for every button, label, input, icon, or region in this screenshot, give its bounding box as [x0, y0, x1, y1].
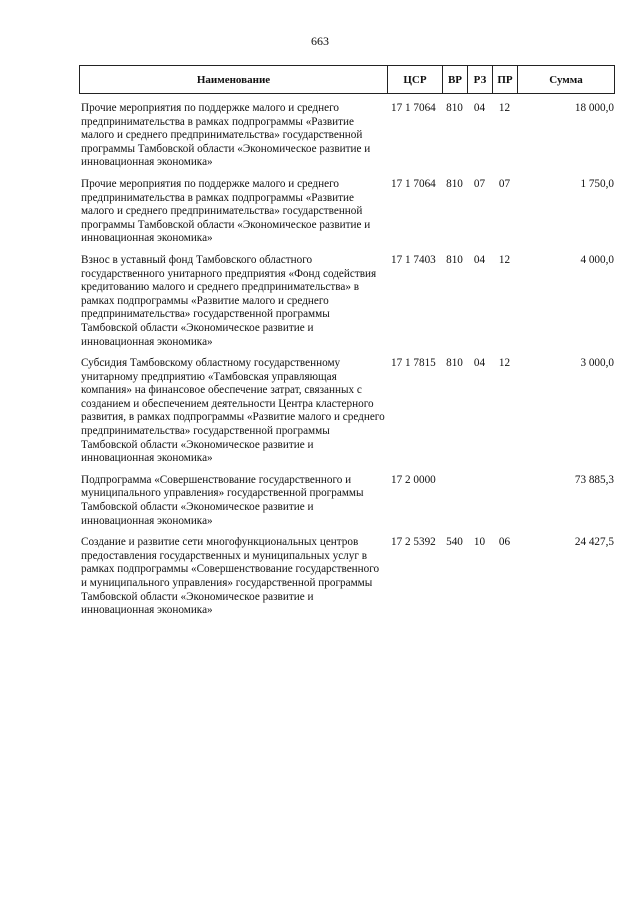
row-rz: 04 — [473, 357, 486, 370]
row-name: Прочие мероприятия по поддержке малого и среднего предпринимательства в рамках подпрограммы «Развитие малого и среднего предпринимательства» государственной программы Тамбовской области «Экономическое развитие и инновационная экономика» — [81, 102, 371, 169]
row-csr: 17 1 7403 — [391, 253, 436, 266]
row-vr: 540 — [446, 536, 463, 549]
row-rz: 10 — [473, 536, 486, 549]
table-row — [79, 357, 615, 466]
row-name: Субсидия Тамбовскому областному государственному унитарному предприятию «Тамбовская управляющая компания» на финансовое обеспечение затрат, связанных с созданием и обеспечением деятельности Центра кластерного развития, в рамках подпрограммы «Развитие малого и среднего предпринимательства» государственной программы Тамбовской области «Экономическое развитие и инновационная экономика» — [81, 357, 385, 465]
header-sum: Сумма — [517, 66, 615, 93]
row-sum: 18 000,0 — [574, 102, 614, 114]
budget-table — [79, 65, 615, 618]
row-sum: 24 427,5 — [574, 536, 614, 549]
row-vr: 810 — [446, 102, 463, 114]
row-pr: 06 — [498, 536, 511, 549]
header-vr: ВР — [442, 66, 467, 93]
row-rz: 04 — [473, 253, 486, 266]
table-row — [79, 474, 615, 528]
row-rz: 04 — [473, 102, 486, 114]
row-rz: 07 — [473, 177, 486, 190]
row-name: Создание и развитие сети многофункциональных центров предоставления государственных и муниципальных услуг в рамках подпрограммы «Совершенствование государственного и муниципального управления» государственной программы Тамбовской области «Экономическое развитие и инновационная экономика» — [81, 536, 380, 617]
row-sum: 73 885,3 — [574, 473, 614, 486]
table-row — [79, 102, 615, 170]
row-csr: 17 2 5392 — [391, 536, 436, 549]
header-pr: ПР — [492, 66, 517, 93]
row-sum: 3 000,0 — [580, 357, 614, 370]
row-csr: 17 1 7064 — [391, 102, 436, 114]
row-csr: 17 1 7064 — [391, 177, 436, 190]
page-number: 663 — [311, 34, 329, 48]
row-sum: 1 750,0 — [580, 177, 614, 190]
header-csr: ЦСР — [387, 66, 442, 93]
row-rz — [467, 474, 492, 528]
row-sum: 4 000,0 — [580, 253, 614, 266]
row-pr: 07 — [498, 177, 511, 190]
table-row — [79, 178, 615, 246]
row-vr: 810 — [446, 177, 463, 190]
table-row — [79, 536, 615, 618]
row-csr: 17 2 0000 — [391, 473, 436, 486]
row-vr: 810 — [446, 357, 463, 370]
header-name: Наименование — [79, 66, 387, 93]
row-pr: 12 — [498, 102, 511, 114]
row-name: Прочие мероприятия по поддержке малого и среднего предпринимательства в рамках подпрограммы «Развитие малого и среднего предпринимательства» государственной программы Тамбовской области «Экономическое развитие и инновационная экономика» — [81, 177, 371, 245]
row-name: Подпрограмма «Совершенствование государственного и муниципального управления» государственной программы Тамбовской области «Экономическое развитие и инновационная экономика» — [81, 473, 364, 527]
row-pr: 12 — [498, 253, 511, 266]
row-vr — [442, 474, 467, 528]
row-csr: 17 1 7815 — [391, 357, 436, 370]
row-pr — [492, 474, 517, 528]
table-header — [79, 65, 615, 94]
table-row — [79, 254, 615, 349]
header-rz: РЗ — [467, 66, 492, 93]
row-vr: 810 — [446, 253, 463, 266]
row-pr: 12 — [498, 357, 511, 370]
row-name: Взнос в уставный фонд Тамбовского областного государственного унитарного предприятия «Фонд содействия кредитованию малого и среднего предпринимательства» в рамках подпрограммы «Развитие малого и среднего предпринимательства» государственной программы Тамбовской области «Экономическое развитие и инновационная экономика» — [81, 253, 377, 348]
